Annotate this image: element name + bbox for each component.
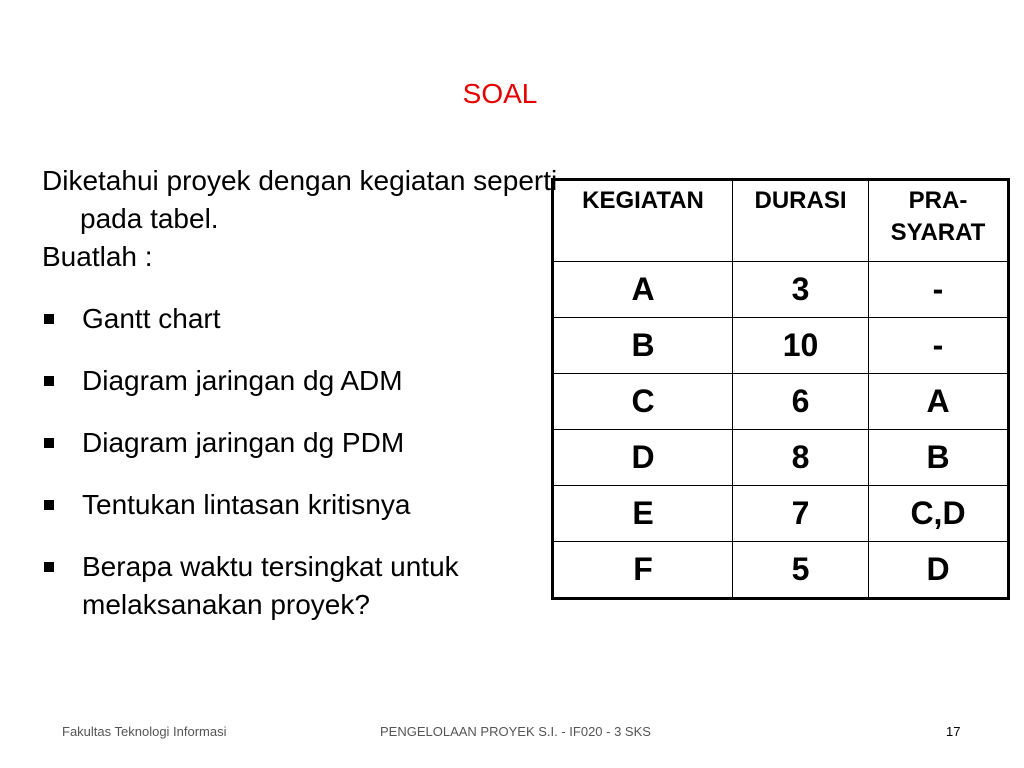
table-row	[553, 318, 1009, 374]
cell-prasyarat: C,D	[869, 486, 1009, 542]
cell-kegiatan: F	[553, 542, 733, 599]
cell-kegiatan: C	[553, 374, 733, 430]
square-bullet-icon	[44, 438, 54, 448]
page-number: 17	[946, 724, 961, 739]
cell-kegiatan: B	[553, 318, 733, 374]
cell-kegiatan: A	[553, 262, 733, 318]
slide-title: SOAL	[462, 78, 538, 109]
cell-prasyarat: A	[869, 374, 1009, 430]
table-row	[553, 486, 1009, 542]
task-list-item	[42, 486, 562, 524]
square-bullet-icon	[44, 500, 54, 510]
cell-prasyarat: B	[869, 430, 1009, 486]
task-list-item	[42, 300, 562, 338]
task-text: Diagram jaringan dg ADM	[82, 365, 403, 396]
slide-body	[42, 162, 562, 624]
cell-durasi: 10	[733, 318, 869, 374]
task-list-item	[42, 424, 562, 462]
task-list	[42, 300, 562, 624]
table-row	[553, 374, 1009, 430]
task-list-item	[42, 548, 562, 624]
task-list-item	[42, 362, 562, 400]
cell-prasyarat: -	[869, 318, 1009, 374]
square-bullet-icon	[44, 314, 54, 324]
table-row	[553, 262, 1009, 318]
task-text: Gantt chart	[82, 303, 221, 334]
cell-durasi: 5	[733, 542, 869, 599]
task-text: Berapa waktu tersingkat untuk melaksanakan proyek?	[82, 551, 459, 620]
table-row	[553, 430, 1009, 486]
cell-kegiatan: D	[553, 430, 733, 486]
header-kegiatan: KEGIATAN	[553, 180, 733, 262]
cell-kegiatan: E	[553, 486, 733, 542]
activity-table	[551, 178, 1010, 600]
header-durasi: DURASI	[733, 180, 869, 262]
table-header-row	[553, 180, 1009, 262]
intro-text: Diketahui proyek dengan kegiatan seperti pada tabel.	[42, 165, 558, 234]
footer-course: PENGELOLAAN PROYEK S.I. - IF020 - 3 SKS	[380, 724, 651, 739]
footer-faculty: Fakultas Teknologi Informasi	[62, 724, 227, 739]
task-text: Diagram jaringan dg PDM	[82, 427, 405, 458]
square-bullet-icon	[44, 376, 54, 386]
cell-durasi: 7	[733, 486, 869, 542]
header-prasyarat: PRA-SYARAT	[869, 180, 1009, 262]
task-text: Tentukan lintasan kritisnya	[82, 489, 411, 520]
cell-durasi: 8	[733, 430, 869, 486]
instruction-text: Buatlah :	[42, 241, 153, 272]
cell-prasyarat: -	[869, 262, 1009, 318]
cell-prasyarat: D	[869, 542, 1009, 599]
square-bullet-icon	[44, 562, 54, 572]
cell-durasi: 3	[733, 262, 869, 318]
cell-durasi: 6	[733, 374, 869, 430]
table-row	[553, 542, 1009, 599]
